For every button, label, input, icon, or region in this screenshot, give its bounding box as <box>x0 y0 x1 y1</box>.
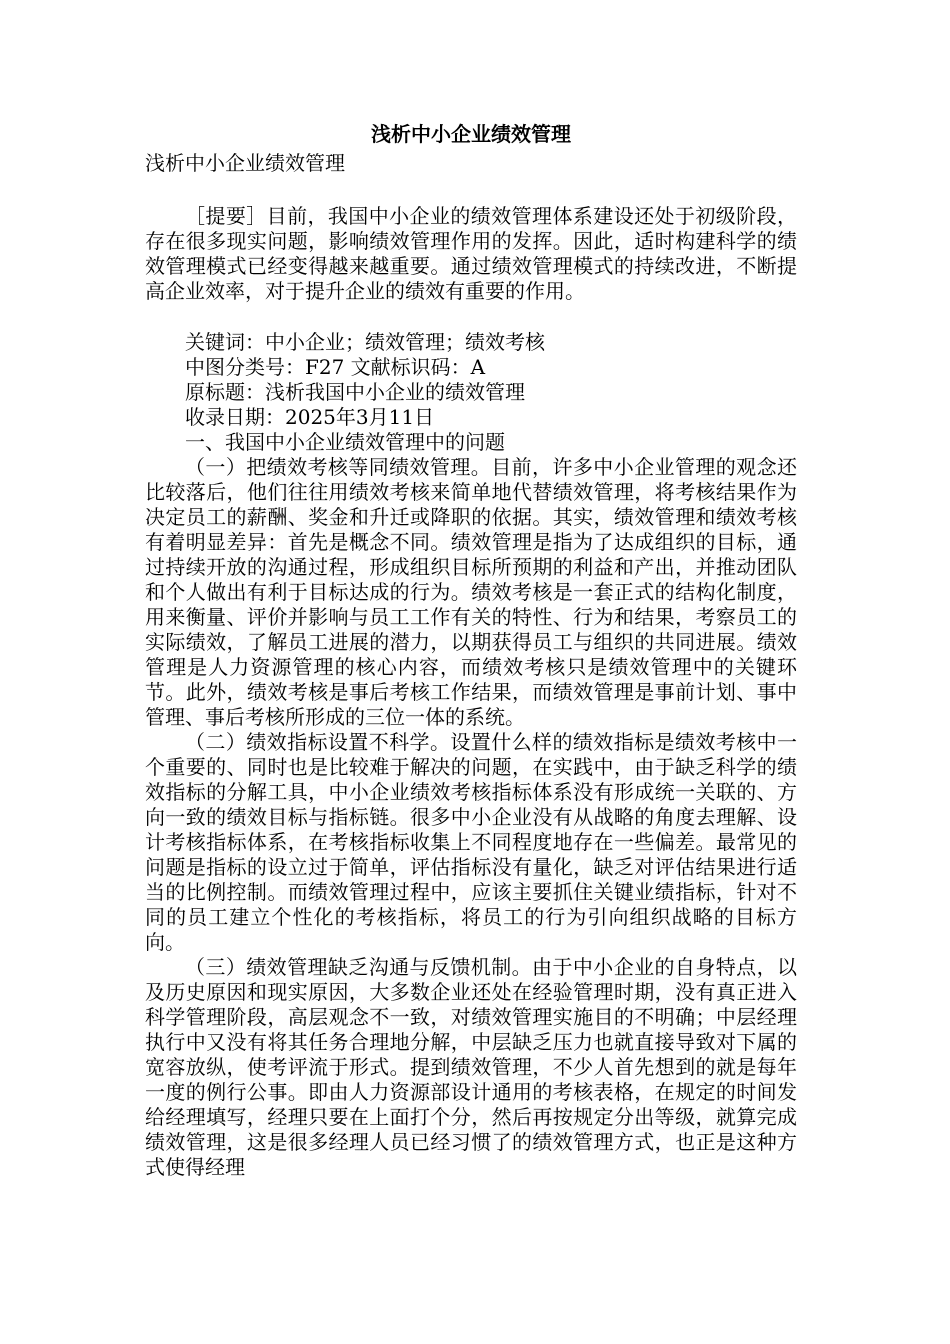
body-paragraph-1: （一）把绩效考核等同绩效管理。目前，许多中小企业管理的观念还比较落后，他们往往用绩效考核来简单地代替绩效管理，将考核结果作为决定员工的薪酬、奖金和升迁或降职的依据。其实，绩效管理和绩效考核有着明显差异：首先是概念不同。绩效管理是指为了达成组织的目标，通过持续开放的沟通过程，形成组织目标所预期的利益和产出，并推动团队和个人做出有利于目标达成的行为。绩效考核是一套正式的结构化制度，用来衡量、评价并影响与员工工作有关的特性、行为和结果，考察员工的实际绩效，了解员工进展的潜力，以期获得员工与组织的共同进展。绩效管理是人力资源管理的核心内容，而绩效考核只是绩效管理中的关键环节。此外，绩效考核是事后考核工作结果，而绩效管理是事前计划、事中管理、事后考核所形成的三位一体的系统。 <box>145 455 797 729</box>
document-subtitle: 浅析中小企业绩效管理 <box>145 151 345 175</box>
classification-line: 中图分类号：F27 文献标识码：A <box>185 355 486 379</box>
document-title: 浅析中小企业绩效管理 <box>371 122 571 146</box>
abstract-paragraph: ［提要］目前，我国中小企业的绩效管理体系建设还处于初级阶段，存在很多现实问题，影响绩效管理作用的发挥。因此，适时构建科学的绩效管理模式已经变得越来越重要。通过绩效管理模式的持续改进，不断提高企业效率，对于提升企业的绩效有重要的作用。 <box>145 204 797 303</box>
keywords-line: 关键词：中小企业；绩效管理；绩效考核 <box>185 330 545 354</box>
original-title-line: 原标题：浅析我国中小企业的绩效管理 <box>185 380 525 404</box>
section-heading: 一、我国中小企业绩效管理中的问题 <box>185 430 505 454</box>
body-paragraph-3: （三）绩效管理缺乏沟通与反馈机制。由于中小企业的自身特点，以及历史原因和现实原因，大多数企业还处在经验管理时期，没有真正进入科学管理阶段，高层观念不一致，对绩效管理实施目的不明确；中层经理执行中又没有将其任务合理地分解，中层缺乏压力也就直接导致对下属的宽容放纵，使考评流于形式。提到绩效管理，不少人首先想到的就是每年一度的例行公事。即由人力资源部设计通用的考核表格，在规定的时间发给经理填写，经理只要在上面打个分，然后再按规定分出等级，就算完成绩效管理，这是很多经理人员已经习惯了的绩效管理方式，也正是这种方式使得经理 <box>145 955 797 1179</box>
received-date-line: 收录日期：2025年3月11日 <box>185 405 435 429</box>
document-page <box>145 118 797 1180</box>
body-paragraph-2: （二）绩效指标设置不科学。设置什么样的绩效指标是绩效考核中一个重要的、同时也是比较难于解决的问题，在实践中，由于缺乏科学的绩效指标的分解工具，中小企业绩效考核指标体系没有形成统一关联的、方向一致的绩效目标与指标链。很多中小企业没有从战略的角度去理解、设计考核指标体系，在考核指标收集上不同程度地存在一些偏差。最常见的问题是指标的设立过于简单，评估指标没有量化，缺乏对评估结果进行适当的比例控制。而绩效管理过程中，应该主要抓住关键业绩指标，针对不同的员工建立个性化的考核指标，将员工的行为引向组织战略的目标方向。 <box>145 730 797 954</box>
